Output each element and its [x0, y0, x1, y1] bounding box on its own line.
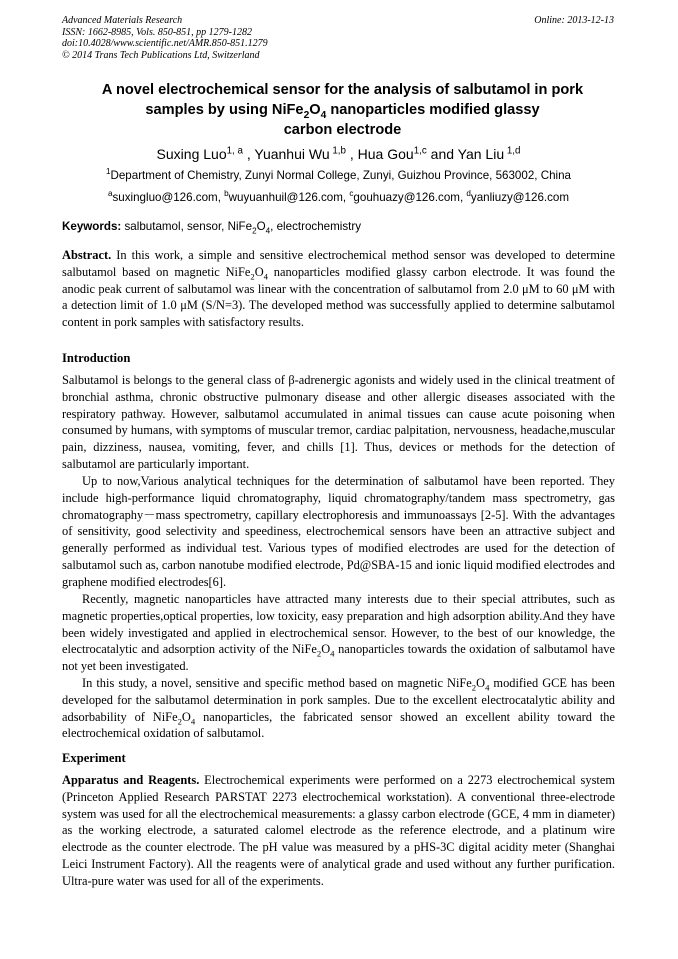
intro-paragraph-1: Salbutamol is belongs to the general class of β-adrenergic agonists and widely used in the clinical treatment of bronchial asthma, chronic obstructive pulmonary disease and other allergic diseases associated with the respiratory pathway. However, salbutamol accumulated in animal tissues can cause acute poisoning when consumed by humans, with symptoms of muscular tremor, cardiac palpitation, nervousness, headache,muscular pain, dizziness, nausea, vomiting, fever, and chills [1]. Thus, devices or methods for the detection of salbutamol are particularly important. — [62, 373, 615, 471]
journal-header — [62, 15, 268, 61]
copyright-line: © 2014 Trans Tech Publications Ltd, Switzerland — [62, 49, 260, 61]
author-name: Yuanhui Wu — [254, 146, 330, 162]
doi-line: doi:10.4028/www.scientific.net/AMR.850-851.1279 — [62, 38, 268, 49]
email-link[interactable]: yanliuzy@126.com — [470, 191, 570, 204]
abstract-paragraph: Abstract. In this work, a simple and sensitive electrochemical method sensor was developed to determine salbutamol based on magnetic $NiFe_2O_4$ nanoparticles modified glassy carbon electrode. It was found the anodic peak current of salbutamol was linear with the concentration of salbutamol from 2.0 μM to 60 μM with a detection limit of 1.0 μM (S/N=3). The developed method was successfully applied to determine salbutamol content in pork samples with satisfactory results. — [62, 248, 615, 330]
online-date: Online: 2013-12-13 — [534, 15, 614, 26]
email-link[interactable]: gouhuazy@126.com, — [353, 191, 467, 204]
paper-title — [70, 80, 615, 140]
journal-name: Advanced Materials Research — [62, 15, 183, 26]
author-list: Suxing Luo$^{1, a}$ , Yuanhui Wu $^{1,b}$ , Hua Gou$^{1,c}$ and Yan Liu $^{1,d}$ — [156, 145, 521, 162]
keywords-label: Keywords: — [62, 220, 122, 233]
author-emails: $^a$suxingluo@126.com, $^b$wuyuanhuil@126.com, $^c$gouhuazy@126.com, $^d$yanliuzy@126.com — [107, 189, 570, 204]
title-line-1: A novel electrochemical sensor for the analysis of salbutamol in pork — [101, 82, 584, 98]
email-link[interactable]: suxingluo@126.com, — [112, 191, 225, 204]
title-line-2: samples by using $NiFe_2O_4$ nanoparticles modified glassy — [145, 102, 540, 121]
intro-paragraph-2: Up to now,Various analytical techniques for the determination of salbutamol have been reported. They include high-performance liquid chromatography, liquid chromatography/tandem mass spectrometry, gas chromatography－mass spectrometry, capillary electrophoresis and immunoassays [2-5]. With the advantages of sensitivity, good selectivity and speediness, electrochemical sensors have been an attractive subject and generally performed as individual test. Various types of modified electrodes are used for the detection of salbutamol such as, carbon nanotube modified electrode, Pd@SBA-15 and ionic liquid modified electrodes and graphene modified electrodes[6]. — [62, 474, 615, 589]
apparatus-label: Apparatus and Reagents. — [62, 773, 200, 787]
author-name: Hua Gou — [357, 146, 414, 162]
author-name: Suxing Luo — [156, 146, 227, 162]
introduction-heading: Introduction — [62, 351, 131, 365]
title-line-3: carbon electrode — [283, 122, 402, 138]
experiment-paragraph: Apparatus and Reagents. Electrochemical experiments were performed on a 2273 electrochemical system (Princeton Applied Research PARSTAT 2273 electrochemical workstation). A conventional three-electrode system was used for all the electrochemical measurements: a glassy carbon electrode (GCE, 4 mm in diameter) as the working electrode, a saturated calomel electrode as the reference electrode, and a platinum wire electrode as the counter electrode. The pH value was measured by a pHS-3C digital acidity meter (Shanghai Leici Instrument Factory). All the reagents were of analytical grade and used without any further purification. Ultra-pure water was used for all of the experiments. — [62, 773, 615, 888]
experiment-heading: Experiment — [62, 751, 126, 765]
keywords: Keywords: salbutamol, sensor, $NiFe_2O_4$, electrochemistry — [62, 220, 361, 236]
affiliation: $^1$Department of Chemistry, Zunyi Normal College, Zunyi, Guizhou Province, 563002, China — [105, 167, 572, 182]
issn-line: ISSN: 1662-8985, Vols. 850-851, pp 1279-1282 — [62, 26, 252, 38]
intro-paragraph-4: In this study, a novel, sensitive and specific method based on magnetic $NiFe_2O_4$ modified GCE has been developed for the salbutamol determination in pork samples. Due to the excellent electrocatalytic ability and adsorbability of $NiFe_2O_4$ nanoparticles, the fabricated sensor showed an excellent ability toward the electrochemical oxidation of salbutamol. — [62, 676, 615, 741]
email-link[interactable]: wuyuanhuil@126.com, — [228, 191, 350, 204]
intro-paragraph-3: Recently, magnetic nanoparticles have attracted many interests due to their special attributes, such as magnetic properties,optical properties, low toxicity, easy preparation and high adsorption ability.And they have been widely investigated and applied in electrochemical sensor. However, to the best of our knowledge, the electrocatalytic and adsorption activity of the $NiFe_2O_4$ nanoparticles towards the oxidation of salbutamol have not yet been investigated. — [62, 592, 615, 674]
author-name: Yan Liu — [457, 146, 505, 162]
abstract-label: Abstract. — [62, 248, 112, 262]
